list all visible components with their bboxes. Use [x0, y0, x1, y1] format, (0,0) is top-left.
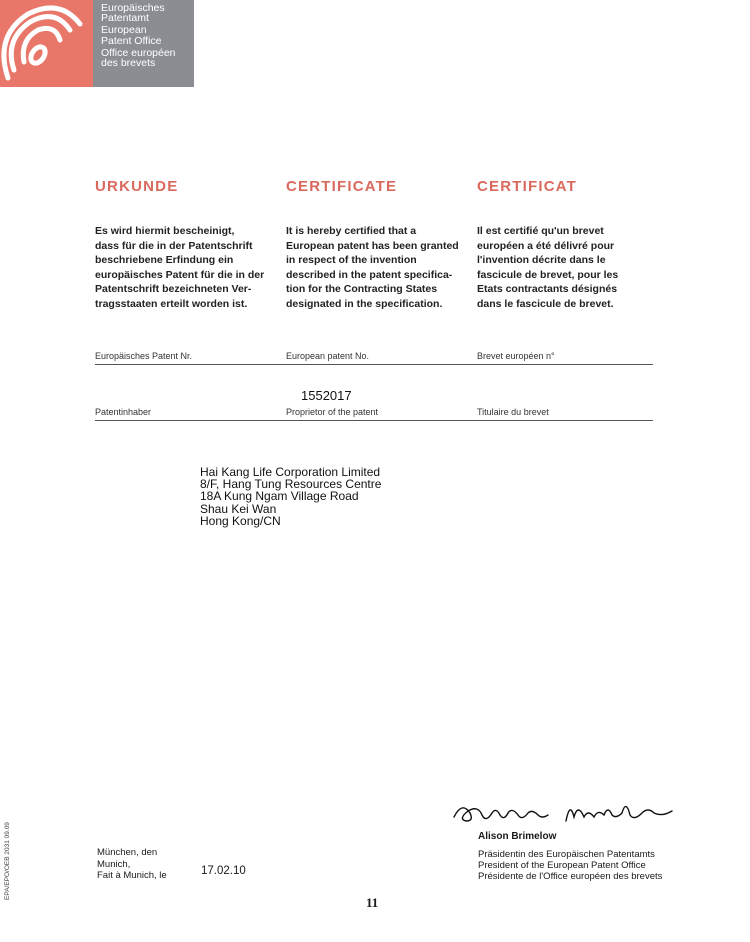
- epo-logo-mark: [0, 0, 93, 87]
- paragraph-line: européen a été délivré pour: [477, 239, 615, 252]
- logo-line: des brevets: [101, 57, 156, 70]
- logo-line: Patent Office: [101, 34, 162, 47]
- address-line: Hong Kong/CN: [200, 513, 281, 528]
- patent-no-label-de: Europäisches Patent Nr.: [95, 351, 193, 361]
- paragraph-en: [286, 224, 466, 311]
- signatory-title: Présidente de l'Office européen des brevets: [478, 871, 663, 882]
- place-line: Fait à Munich, le: [97, 870, 167, 881]
- proprietor-label-en: Proprietor of the patent: [286, 407, 379, 417]
- place-line: München, den: [97, 847, 158, 858]
- paragraph-line: It is hereby certified that a: [286, 225, 417, 237]
- divider: [95, 364, 653, 365]
- proprietor-address: [200, 466, 381, 527]
- patent-no-label-fr: Brevet européen n°: [477, 351, 555, 361]
- paragraph-line: dass für die in der Patentschrift: [95, 239, 253, 252]
- logo-line: Europäisches: [101, 2, 165, 14]
- place-label: [97, 847, 167, 882]
- logo-line: Office européen: [101, 46, 176, 59]
- signatory-name: Alison Brimelow: [478, 831, 557, 842]
- divider: [95, 420, 653, 421]
- paragraph-line: described in the patent specifica-: [286, 268, 453, 281]
- patent-number: 1552017: [301, 388, 352, 403]
- logo-line: European: [101, 24, 147, 37]
- paragraph-fr: [477, 224, 657, 311]
- heading-en: CERTIFICATE: [286, 178, 398, 195]
- signatory-title: President of the European Patent Office: [478, 860, 646, 871]
- grant-date: 17.02.10: [201, 865, 246, 877]
- signatory-titles: [478, 849, 662, 882]
- epo-logo-icon: [0, 0, 93, 87]
- proprietor-label-de: Patentinhaber: [95, 407, 152, 417]
- patent-no-label-en: European patent No.: [286, 351, 370, 361]
- address-line: 18A Kung Ngam Village Road: [200, 489, 359, 504]
- address-line: Shau Kei Wan: [200, 501, 277, 516]
- logo-line: Patentamt: [101, 12, 149, 25]
- signatory-title: Präsidentin des Europäischen Patentamts: [478, 849, 655, 860]
- paragraph-line: l'invention décrite dans le: [477, 254, 606, 266]
- paragraph-line: beschriebene Erfindung ein: [95, 254, 234, 266]
- page-number: 11: [366, 895, 379, 910]
- paragraph-line: tion for the Contracting States: [286, 283, 438, 295]
- paragraph-line: designated in the specification.: [286, 297, 443, 310]
- proprietor-label-fr: Titulaire du brevet: [477, 407, 549, 417]
- paragraph-de: [95, 224, 275, 311]
- address-line: 8/F, Hang Tung Resources Centre: [200, 477, 382, 492]
- paragraph-line: Etats contractants désignés: [477, 283, 618, 295]
- address-line: Hai Kang Life Corporation Limited: [200, 465, 381, 479]
- paragraph-line: dans le fascicule de brevet.: [477, 297, 614, 310]
- heading-fr: CERTIFICAT: [477, 178, 578, 195]
- paragraph-line: European patent has been granted: [286, 239, 459, 252]
- paragraph-line: fascicule de brevet, pour les: [477, 268, 619, 281]
- paragraph-line: Es wird hiermit bescheinigt,: [95, 225, 235, 237]
- paragraph-line: Il est certifié qu'un brevet: [477, 225, 604, 237]
- paragraph-line: tragsstaaten erteilt worden ist.: [95, 297, 248, 310]
- paragraph-line: in respect of the invention: [286, 254, 417, 266]
- paragraph-line: Patentschrift bezeichneten Ver-: [95, 283, 252, 295]
- form-code: EPA/EPO/OEB 2031 09.09: [4, 822, 11, 900]
- epo-logo-text: [101, 3, 176, 68]
- signature: [448, 795, 688, 829]
- paragraph-line: europäisches Patent für die in der: [95, 268, 265, 281]
- heading-de: URKUNDE: [95, 178, 179, 195]
- place-line: Munich,: [97, 858, 131, 870]
